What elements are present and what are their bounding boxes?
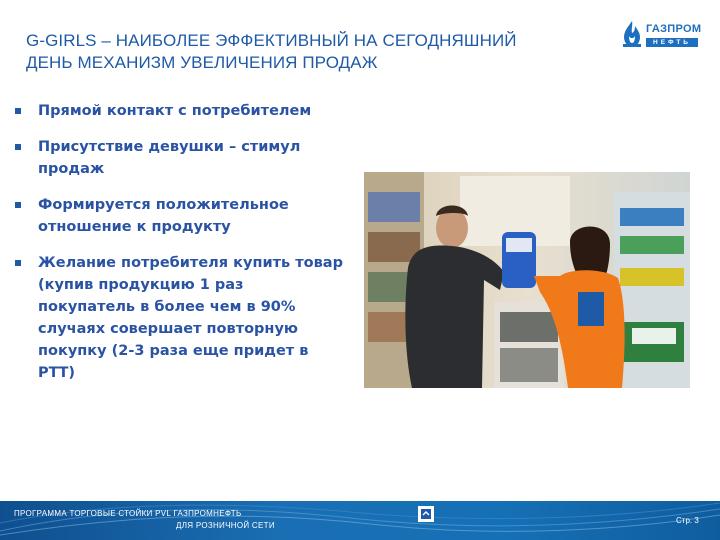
footer-bar [0, 501, 720, 540]
bullet-text: продаж [38, 161, 105, 177]
bullet-item [12, 252, 357, 384]
bullet-square-icon [15, 202, 21, 208]
footer-program-text: ПРОГРАММА ТОРГОВЫЕ СТОЙКИ PVL ГАЗПРОМНЕФТЬ [14, 509, 242, 518]
slide-icon [418, 506, 434, 522]
bullet-text: РТТ) [38, 365, 76, 381]
promo-photo [364, 172, 690, 388]
bullet-square-icon [15, 108, 21, 114]
bullet-text: Формируется положительное [38, 197, 289, 213]
bullet-text: Желание потребителя купить товар [38, 255, 343, 271]
title-line-2: ДЕНЬ МЕХАНИЗМ УВЕЛИЧЕНИЯ ПРОДАЖ [26, 53, 378, 72]
bullet-item [12, 100, 357, 122]
page-number: Стр. 3 [676, 516, 699, 525]
bullet-square-icon [15, 144, 21, 150]
bullet-text: (купив продукцию 1 раз [38, 277, 244, 293]
logo-text: ГАЗПРОМ [646, 23, 702, 35]
title-line-1: G-GIRLS – НАИБОЛЕЕ ЭФФЕКТИВНЫЙ НА СЕГОДНЯШНИЙ [26, 31, 517, 50]
bullet-square-icon [15, 260, 21, 266]
bullet-item [12, 136, 357, 180]
logo-subtext: НЕФТЬ [646, 38, 698, 47]
footer-wave-decoration [0, 501, 720, 540]
page-title [26, 30, 586, 74]
bullet-item [12, 194, 357, 238]
bullet-text: покупатель в более чем в 90% [38, 299, 296, 315]
gazprom-flame-icon [620, 20, 644, 50]
store-scene-image [364, 172, 690, 388]
bullet-text: покупку (2-3 раза еще придет в [38, 343, 309, 359]
footer-network-text: ДЛЯ РОЗНИЧНОЙ СЕТИ [176, 521, 275, 530]
bullet-text: отношение к продукту [38, 219, 231, 235]
bullet-text: случаях совершает повторную [38, 321, 299, 337]
bullet-list [12, 100, 357, 398]
bullet-text: Присутствие девушки – стимул [38, 139, 301, 155]
bullet-text: Прямой контакт с потребителем [38, 103, 312, 119]
gazprom-neft-logo [620, 20, 700, 64]
